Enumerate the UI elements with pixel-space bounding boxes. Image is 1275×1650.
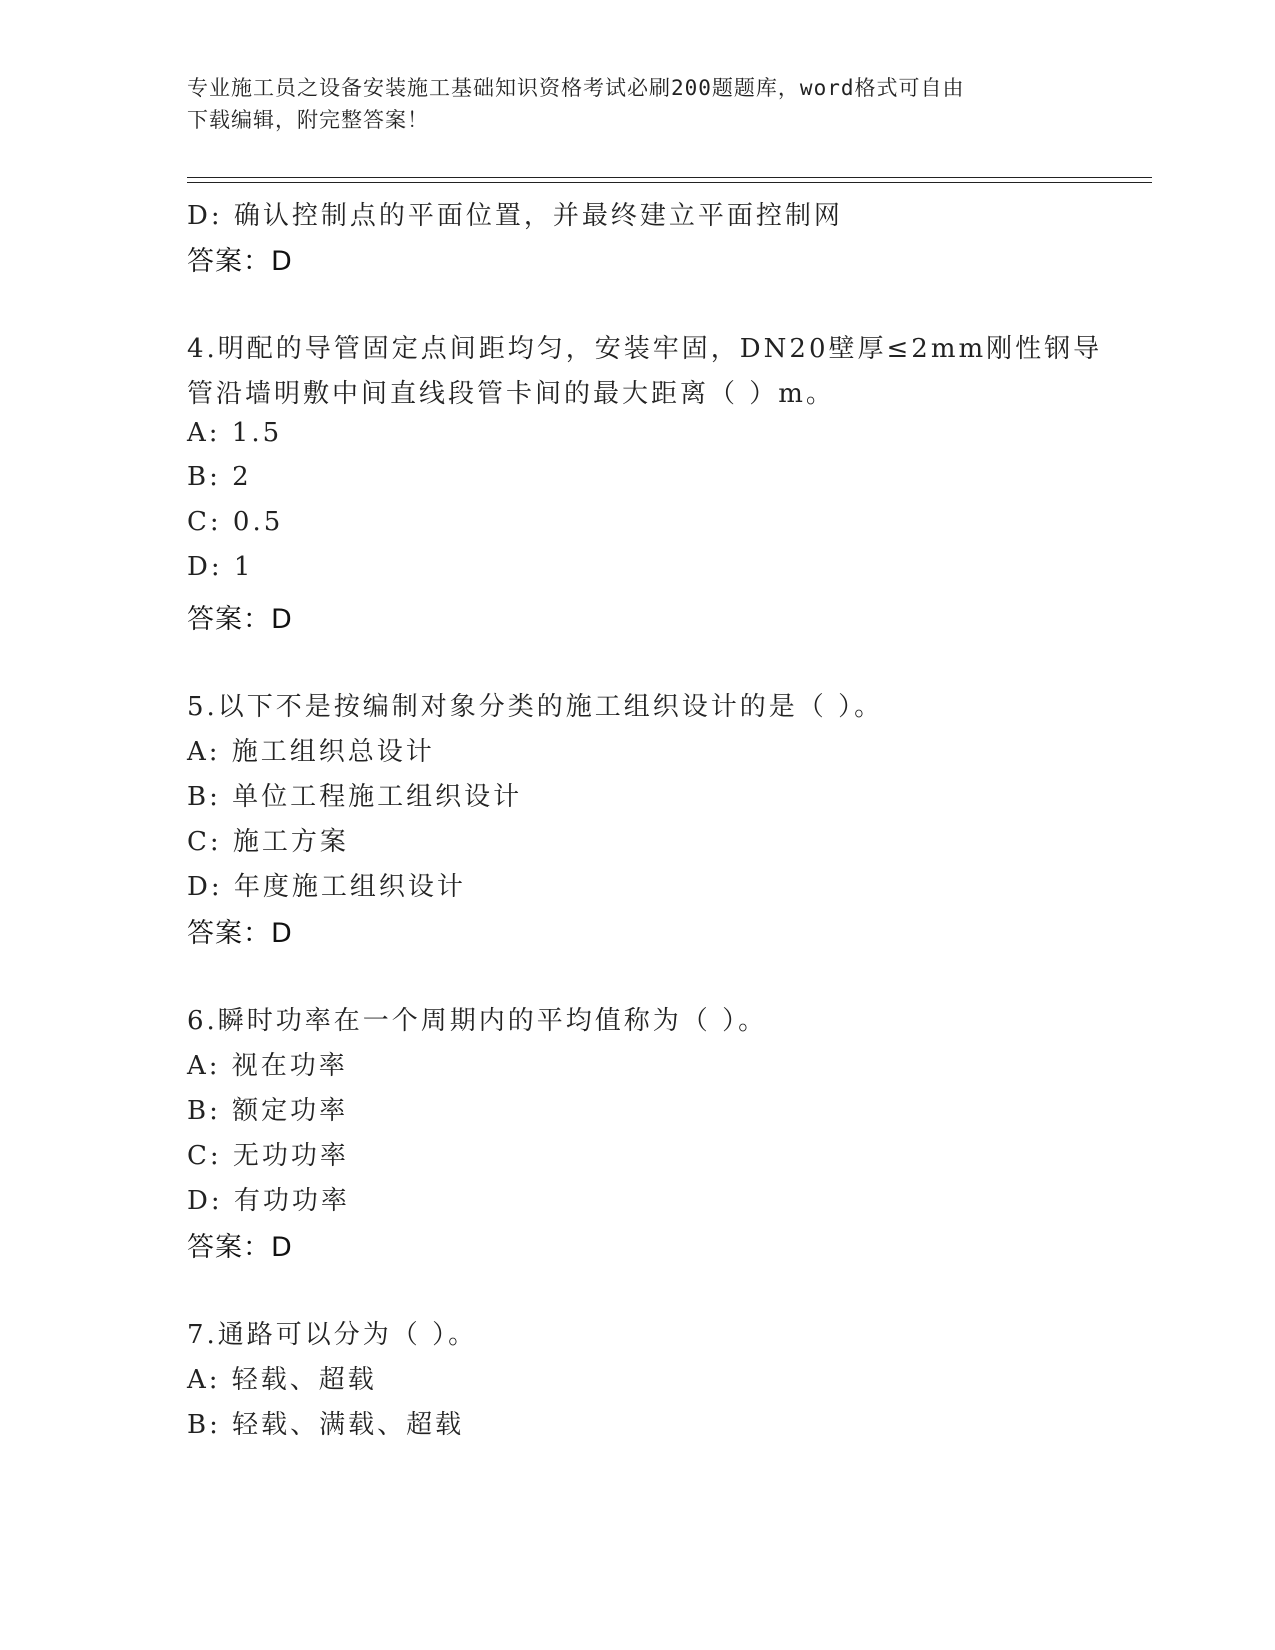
header-rule-bottom [187,182,1152,183]
q4-stem-line-2: 管沿墙明敷中间直线段管卡间的最大距离（ ）m。 [187,379,835,409]
q5-option-a: A: 施工组织总设计 [187,737,435,767]
q5-option-d: D: 年度施工组织设计 [187,872,466,902]
q6-option-b: B: 额定功率 [187,1096,349,1126]
header-line-2: 下载编辑，附完整答案！ [187,108,429,132]
q5-answer: 答案：D [187,918,293,949]
q7-option-b: B: 轻载、满载、超载 [187,1410,465,1440]
q6-option-a: A: 视在功率 [187,1051,348,1081]
q7-option-a: A: 轻载、超载 [187,1365,377,1395]
q4-option-b: B: 2 [187,462,252,492]
header-line-1: 专业施工员之设备安装施工基础知识资格考试必刷200题题库，word格式可自由 [187,76,965,100]
q5-stem: 5.以下不是按编制对象分类的施工组织设计的是（ ）。 [187,692,884,722]
q4-option-c: C: 0.5 [187,507,284,537]
document-header [187,72,1087,136]
q6-option-c: C: 无功功率 [187,1141,349,1171]
q4-option-a: A: 1.5 [187,418,283,448]
q4-option-d: D: 1 [187,552,254,582]
q5-option-c: C: 施工方案 [187,827,349,857]
q3-answer: 答案：D [187,246,293,277]
q6-stem: 6.瞬时功率在一个周期内的平均值称为（ ）。 [187,1006,768,1036]
q5-option-b: B: 单位工程施工组织设计 [187,782,523,812]
q6-option-d: D: 有功功率 [187,1186,350,1216]
q6-answer: 答案：D [187,1232,293,1263]
q3-option-d: D: 确认控制点的平面位置，并最终建立平面控制网 [187,201,843,231]
q7-stem: 7.通路可以分为（ ）。 [187,1320,478,1350]
q4-answer: 答案：D [187,604,293,635]
header-rule-top [187,177,1152,178]
q4-stem-line-1: 4.明配的导管固定点间距均匀，安装牢固，DN20壁厚≤2mm刚性钢导 [187,334,1103,364]
